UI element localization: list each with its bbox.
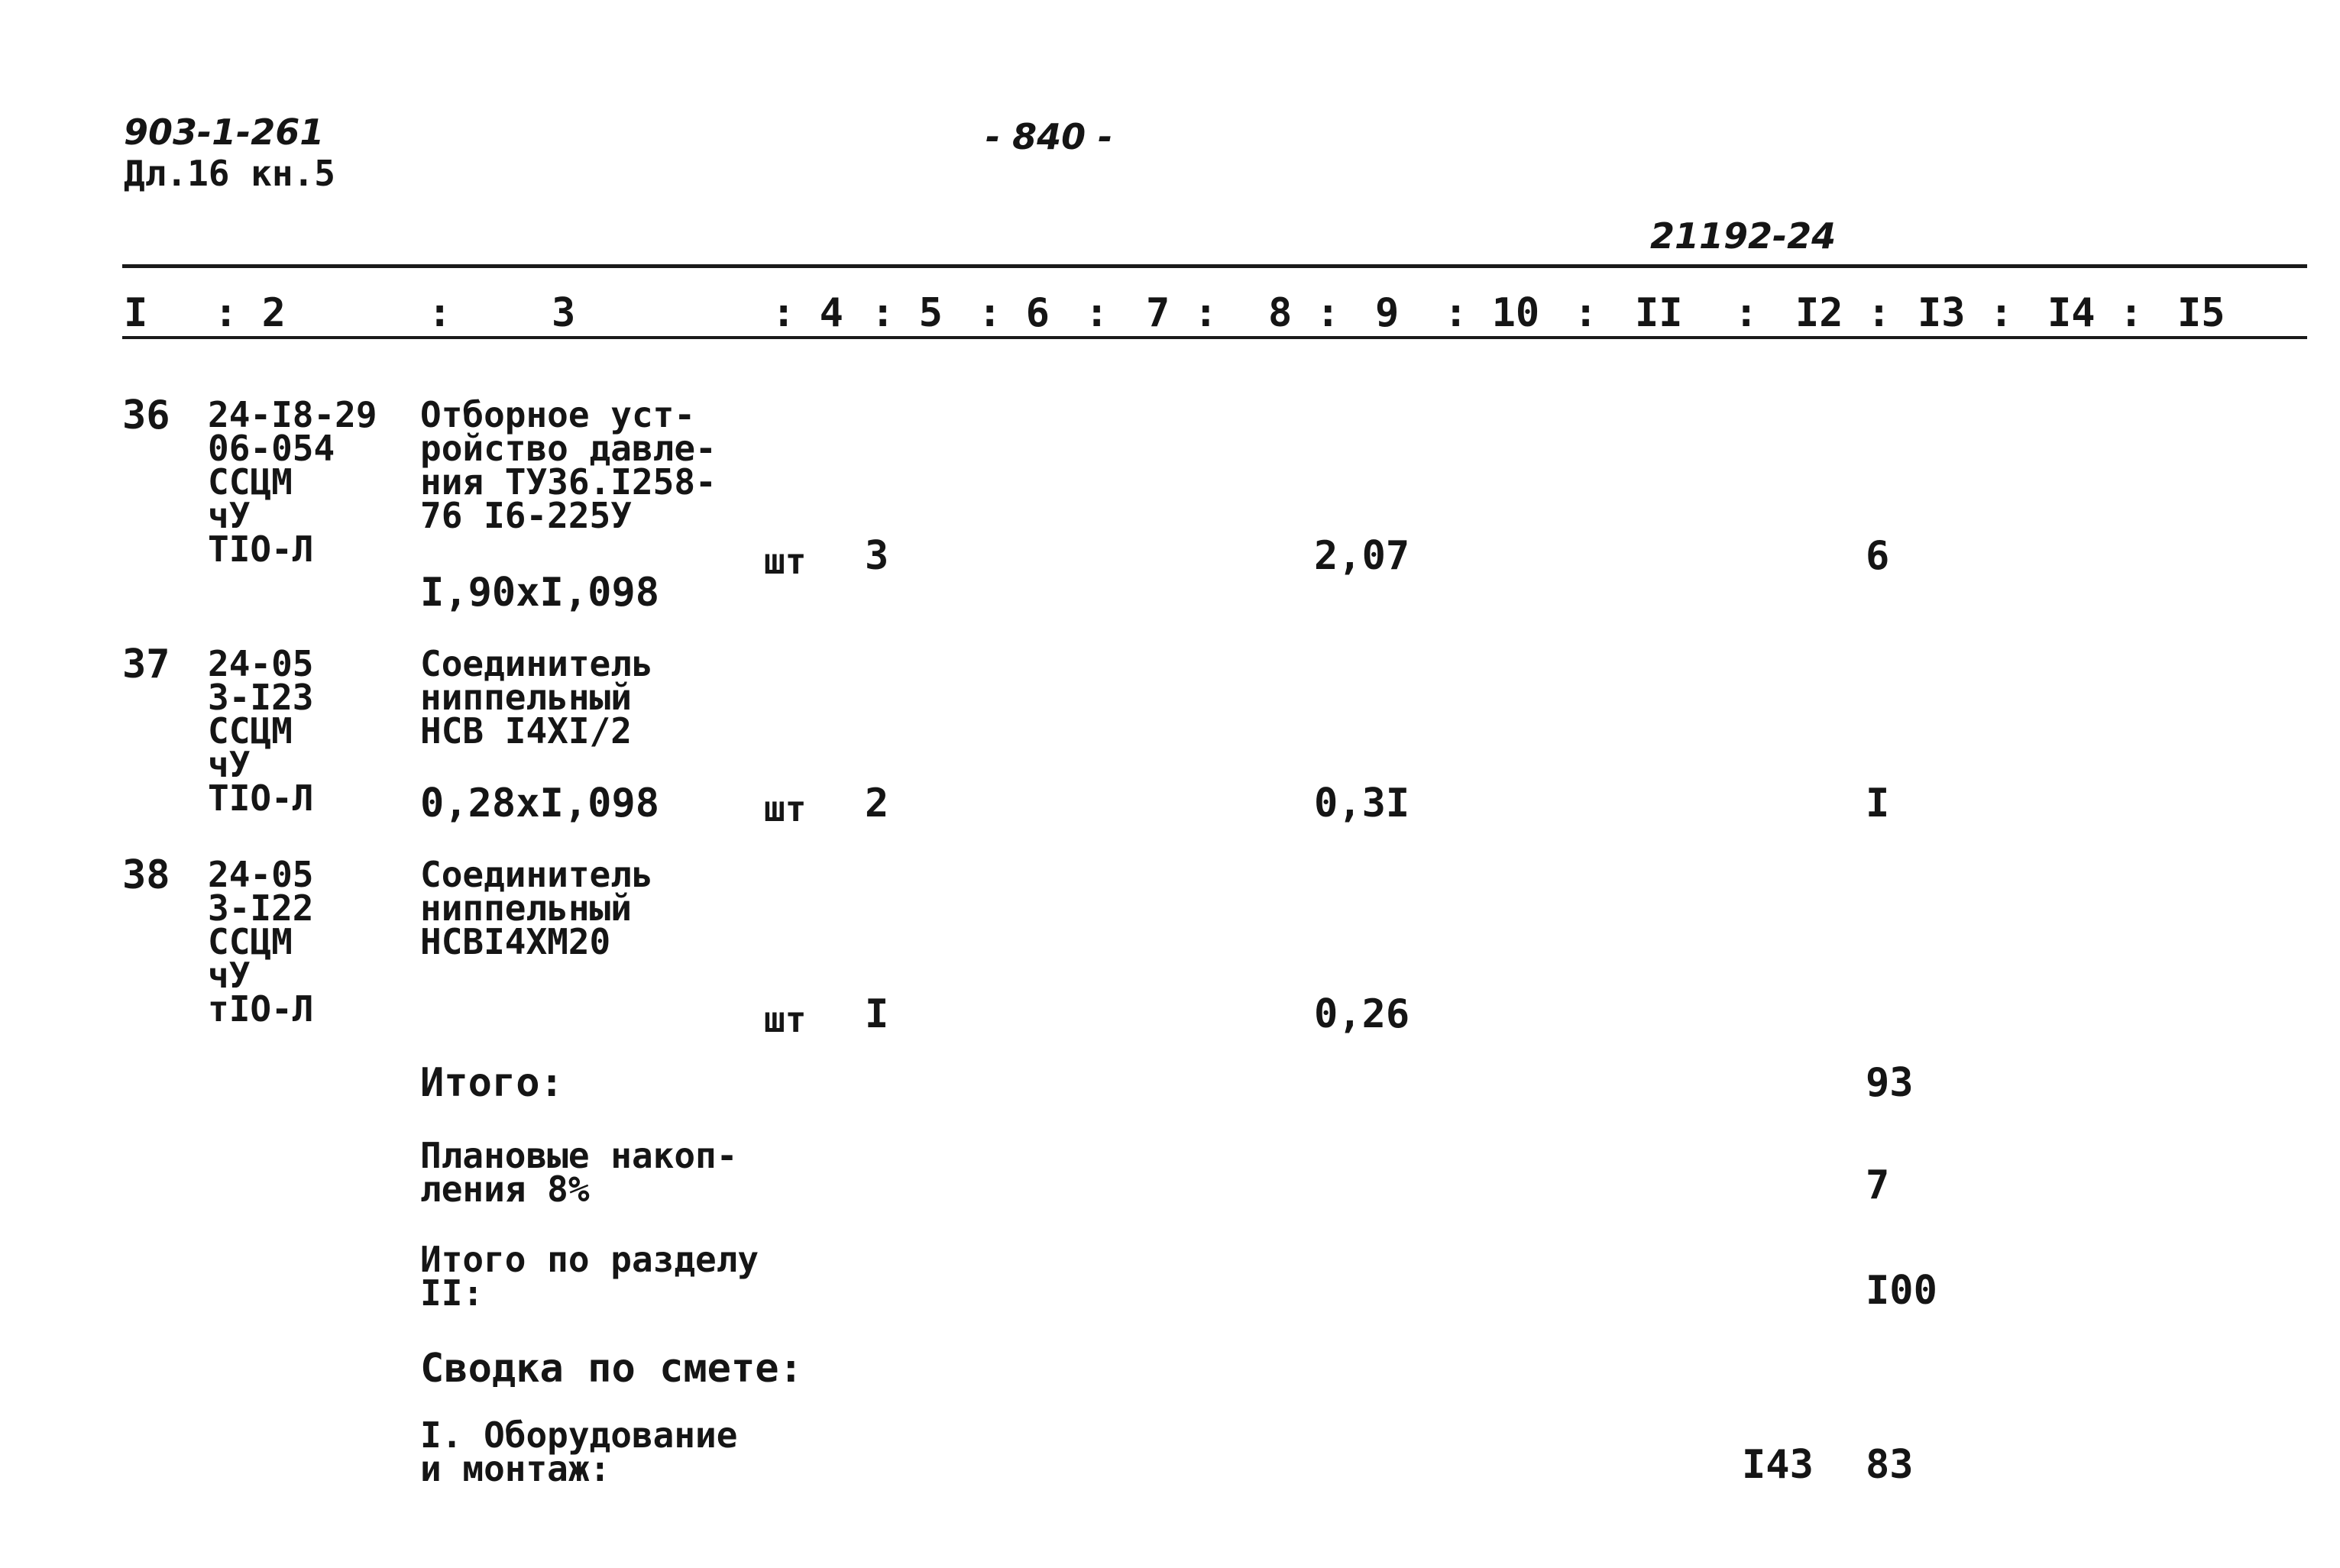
item-name-line: ниппельный	[420, 677, 632, 718]
col-header-9: 9	[1375, 290, 1400, 336]
row-number: 37	[122, 642, 170, 687]
col-header-11: II	[1635, 290, 1683, 336]
price-formula: 0,28xI,098	[420, 781, 660, 826]
col-sep-12: :	[1734, 290, 1759, 336]
item-name-line: Отборное уст-	[420, 394, 696, 435]
price-code-line: тIO-Л	[208, 988, 314, 1030]
estimate-summary-heading: Сводка по смете:	[420, 1346, 803, 1392]
col-header-7: 7 :	[1146, 290, 1218, 336]
unit-price: 2,07	[1314, 533, 1410, 579]
unit: шт	[764, 541, 807, 582]
section-total-label: II:	[420, 1272, 484, 1314]
price-code-line: ССЦМ	[208, 921, 293, 962]
unit: шт	[764, 999, 807, 1040]
col-header-12: I2 :	[1795, 290, 1892, 336]
col-header-6: : 6	[978, 290, 1050, 336]
total-cost: 6	[1866, 533, 1890, 579]
price-code-line: 24-I8-29	[208, 394, 377, 435]
equipment-label: и монтаж:	[420, 1448, 611, 1489]
price-code-line: 3-I22	[208, 887, 314, 929]
price-code-line: чУ	[208, 955, 251, 996]
col-header-1: I	[124, 290, 148, 336]
planned-savings-label: ления 8%	[420, 1169, 590, 1210]
planned-savings-value: 7	[1866, 1162, 1890, 1208]
col-header-15: I5	[2177, 290, 2225, 336]
price-code-line: 3-I23	[208, 677, 314, 718]
document-code: 903-1-261	[124, 112, 325, 153]
equipment-col13-value: 83	[1866, 1442, 1914, 1488]
col-sep-3: :	[428, 290, 452, 336]
col-header-8: 8 :	[1268, 290, 1340, 336]
quantity: 3	[865, 533, 889, 579]
quantity: I	[865, 991, 889, 1037]
unit: шт	[764, 788, 807, 829]
col-header-2: : 2	[214, 290, 286, 336]
price-code-line: 24-05	[208, 854, 314, 895]
price-code-line: 24-05	[208, 643, 314, 684]
item-name-line: НСВI4XM20	[420, 921, 611, 962]
col-header-5: : 5	[871, 290, 943, 336]
header-bottom-rule	[122, 336, 2307, 339]
planned-savings-label: Плановые накоп-	[420, 1135, 738, 1176]
equipment-label: I. Оборудование	[420, 1414, 738, 1456]
item-name-line: Соединитель	[420, 643, 653, 684]
item-name-line: ройство давле-	[420, 428, 717, 469]
item-name-line: НСВ I4XI/2	[420, 710, 632, 752]
col-sep-7: :	[1085, 290, 1109, 336]
top-rule	[122, 264, 2307, 268]
item-name-line: 76 I6-225У	[420, 495, 632, 536]
price-code-line: 06-054	[208, 428, 335, 469]
row-number: 38	[122, 852, 170, 898]
col-header-3: 3	[552, 290, 576, 336]
item-name-line: ниппельный	[420, 887, 632, 929]
quantity: 2	[865, 781, 889, 826]
price-code-line: TIO-Л	[208, 529, 314, 570]
total-cost: I	[1866, 781, 1890, 826]
unit-price: 0,3I	[1314, 781, 1410, 826]
col-header-13: I3 :	[1918, 290, 2014, 336]
col-header-10: : 10	[1444, 290, 1540, 336]
page-number: - 840 -	[986, 116, 1113, 157]
total-label: Итого:	[420, 1060, 564, 1106]
book-reference: Дл.16 кн.5	[124, 153, 335, 194]
col-header-14: I4 :	[2047, 290, 2144, 336]
col-header-4: : 4	[772, 290, 843, 336]
section-total-value: I00	[1866, 1268, 1937, 1314]
price-code-line: чУ	[208, 495, 251, 536]
col-sep-11: :	[1574, 290, 1598, 336]
price-code-line: TIO-Л	[208, 778, 314, 819]
equipment-col12-value: I43	[1742, 1442, 1814, 1488]
price-code-line: чУ	[208, 744, 251, 785]
stamp-number: 21192-24	[1650, 215, 1837, 257]
item-name-line: Соединитель	[420, 854, 653, 895]
price-code-line: ССЦМ	[208, 710, 293, 752]
price-code-line: ССЦМ	[208, 461, 293, 503]
section-total-label: Итого по разделу	[420, 1239, 759, 1280]
row-number: 36	[122, 393, 170, 438]
item-name-line: ния ТУ36.I258-	[420, 461, 717, 503]
total-value: 93	[1866, 1060, 1914, 1106]
unit-price: 0,26	[1314, 991, 1410, 1037]
price-formula: I,90xI,098	[420, 570, 660, 616]
